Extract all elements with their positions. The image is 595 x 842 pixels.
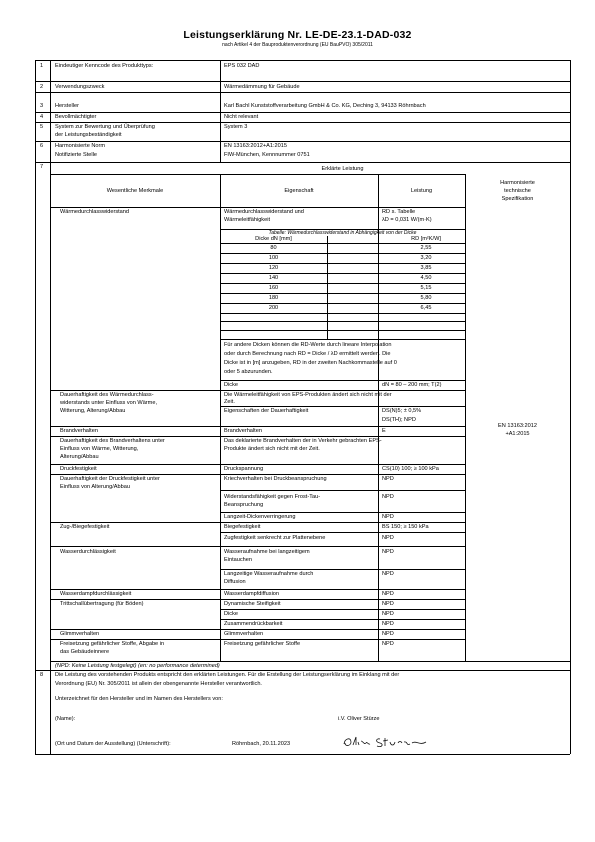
- leistung: NPD: [382, 631, 394, 637]
- perf-line: [220, 532, 465, 533]
- eigenschaft: Dicke: [224, 611, 238, 617]
- merkmal: Einfluss von Wärme, Witterung,: [60, 446, 139, 452]
- table-header: RD [m²K/W]: [411, 236, 441, 242]
- row-line: [35, 141, 570, 142]
- eigenschaft: Eigenschaften der Dauerhaftigkeit: [224, 408, 309, 414]
- frame-bottom: [35, 754, 570, 755]
- merkmal: Trittschallübertragung (für Böden): [60, 601, 144, 607]
- document-title: Leistungserklärung Nr. LE-DE-23.1-DAD-032: [183, 29, 412, 41]
- merkmal: widerstands unter Einfluss von Wärme,: [60, 400, 157, 406]
- perf-line: [50, 436, 465, 437]
- column-header: Harmonisierte: [500, 180, 535, 186]
- row-label: der Leistungsbeständigkeit: [55, 131, 122, 138]
- row-number: 2: [40, 84, 44, 90]
- eigenschaft: Wärmeleitfähigkeit: [224, 217, 271, 223]
- perf-line: [50, 546, 465, 547]
- perf-line: [50, 589, 465, 590]
- perf-line: [50, 522, 465, 523]
- rd-line: [220, 330, 465, 331]
- merkmal: Alterung/Abbau: [60, 454, 99, 460]
- row-line: [35, 92, 570, 93]
- dicke-cell: 120: [268, 265, 279, 271]
- rd-cell: 4,50: [420, 275, 432, 281]
- rd-line: [220, 273, 465, 274]
- rd-line: [220, 303, 465, 304]
- place-date-label: (Ort und Datum der Ausstellung) (Unterschrift):: [55, 741, 171, 747]
- row-label: Notifizierte Stelle: [55, 152, 97, 158]
- leistung: CS(10) 100; ≥ 100 kPa: [382, 466, 439, 472]
- rd-cell: 5,80: [420, 295, 432, 301]
- rd-cell: 3,20: [420, 255, 432, 261]
- leistung: RD s. Tabelle: [382, 209, 416, 215]
- leistung: BS 150; ≥ 150 kPa: [382, 524, 429, 530]
- merkmal: Brandverhalten: [60, 428, 98, 434]
- eigenschaft: Das deklarierte Brandverhalten der in Verkehr gebrachten EPS-: [224, 438, 382, 444]
- row-label: Bevollmächtigter: [55, 113, 97, 120]
- leistung: NPD: [382, 549, 394, 555]
- value-col-divider: [220, 60, 221, 162]
- dicke-cell: 200: [268, 305, 279, 311]
- eigenschaft: Kriechverhalten bei Druckbeanspruchung: [224, 476, 327, 482]
- name-label: (Name):: [55, 716, 76, 722]
- row-number: 7: [40, 164, 44, 170]
- perf-line: [50, 639, 465, 640]
- place-date-value: Röhrnbach, 20.11.2023: [232, 741, 291, 747]
- rd-cell: 5,15: [420, 285, 432, 291]
- leistung: NPD: [382, 494, 394, 500]
- row-line: [35, 81, 570, 82]
- section-heading: Erklärte Leistung: [321, 166, 364, 172]
- column-header: Wesentliche Merkmale: [106, 188, 164, 194]
- merkmal: Wärmedurchlasswiderstand: [60, 209, 130, 215]
- leistung: E: [382, 428, 386, 434]
- eigenschaft: Wärmedurchlasswiderstand und: [224, 209, 304, 215]
- declaration-text: Die Leistung des vorstehenden Produkts entspricht den erklärten Leistungen. Für die Erstellung der Leistungserklärung im Einklang mit der: [55, 672, 400, 678]
- row-value: EN 13163:2012+A1:2015: [224, 143, 287, 149]
- rd-line: [220, 339, 465, 340]
- eigenschaft: Beanspruchung: [224, 502, 264, 508]
- npd-note: (NPD: Keine Leistung festgelegt) (en: no performance determined): [55, 662, 220, 669]
- column-header: technische: [504, 188, 531, 194]
- table-caption: Tabelle: Wärmedurchlasswiderstand in Abhängigkeit von der Dicke: [268, 229, 417, 236]
- merkmal: das Gebäudeinnere: [60, 649, 110, 655]
- rd-cell: 3,85: [420, 265, 432, 271]
- row-line: [35, 162, 570, 163]
- frame-right: [570, 60, 571, 754]
- document-subtitle: nach Artikel 4 der Bauproduktenverordnung (EU BauPVO) 305/2011: [222, 42, 373, 48]
- eigenschaft: Glimmverhalten: [224, 631, 264, 637]
- rd-line: [220, 293, 465, 294]
- dicke-cell: 100: [268, 255, 279, 261]
- row-value: Wärmedämmung für Gebäude: [224, 84, 300, 90]
- row-number: 8: [40, 672, 44, 678]
- eigenschaft: Diffusion: [224, 579, 246, 585]
- note-text: Dicke ist in [m] anzugeben, RD in der zweiten Nachkommastelle auf 0: [224, 360, 397, 366]
- merkmal: Wasserdurchlässigkeit: [60, 549, 116, 555]
- row-number: 3: [40, 103, 44, 109]
- merkmal: Dauerhaftigkeit des Wärmedurchlass-: [60, 392, 154, 398]
- merkmal: Dauerhaftigkeit des Brandverhaltens unter: [60, 438, 165, 444]
- row-value: EPS 032 DAD: [224, 63, 260, 69]
- merkmal: Druckfestigkeit: [60, 466, 97, 472]
- dicke-cell: 140: [268, 275, 279, 281]
- eigenschaft: Wasserdampfdiffusion: [224, 591, 280, 597]
- eigenschaft: Dynamische Steifigkeit: [224, 601, 281, 607]
- merkmal: Freisetzung gefährlicher Stoffe, Abgabe in: [60, 641, 165, 647]
- rd-line: [220, 313, 465, 314]
- perf-line: [220, 619, 465, 620]
- rd-line: [220, 283, 465, 284]
- spezifikation: EN 13163:2012: [498, 423, 537, 429]
- row-number: 4: [40, 113, 44, 120]
- row-line: [35, 112, 570, 113]
- leistung: NPD: [382, 611, 394, 617]
- row-label: Hersteller: [55, 103, 79, 109]
- leistung: NPD: [382, 571, 394, 577]
- perf-line: [50, 599, 465, 600]
- row-value: Nicht relevant: [224, 113, 259, 120]
- row-label: System zur Bewertung und Überprüfung: [55, 123, 155, 130]
- row-label: Harmonisierte Norm: [55, 143, 106, 149]
- leistung: NPD: [382, 601, 394, 607]
- row-number: 1: [40, 63, 44, 69]
- perf-line: [220, 490, 465, 491]
- signed-for-text: Unterzeichnet für den Hersteller und im Namen des Herstellers von:: [55, 696, 223, 702]
- row-value: FIW-München, Kennnummer 0751: [224, 152, 310, 158]
- eigenschaft: Widerstandsfähigkeit gegen Frost-Tau-: [224, 494, 321, 500]
- eigenschaft: Produkte ändert sich nicht mit der Zeit.: [224, 446, 320, 452]
- column-header: Spezifikation: [501, 196, 534, 202]
- perf-line: [50, 629, 465, 630]
- declaration-text: Verordnung (EU) Nr. 305/2011 ist allein der obengenannte Hersteller verantwortlich.: [55, 681, 262, 687]
- merkmal: Wasserdampfdurchlässigkeit: [60, 591, 132, 597]
- leistung: NPD: [382, 641, 394, 647]
- rd-cell: 2,55: [420, 245, 432, 251]
- note-text: oder durch Berechnung nach RD = Dicke / λD ermittelt werden. Die: [224, 351, 391, 357]
- note-text: oder 5 abzurunden.: [224, 369, 273, 375]
- eigenschaft: Dicke: [224, 381, 238, 388]
- rd-line: [220, 243, 465, 244]
- leistung: DS(TH); NPD: [382, 417, 416, 423]
- eigenschaft: Biegefestigkeit: [224, 524, 261, 530]
- perf-line: [50, 207, 465, 208]
- leistung: NPD: [382, 535, 394, 541]
- leistung: dN = 80 – 200 mm; T(2): [382, 381, 442, 388]
- column-header: Eigenschaft: [284, 188, 314, 194]
- num-col-divider: [50, 60, 51, 754]
- perf-line: [220, 569, 465, 570]
- leistung: NPD: [382, 591, 394, 597]
- eigenschaft: Langzeit-Dickenverringerung: [224, 514, 296, 520]
- signature-image: [342, 733, 432, 751]
- row-value: Karl Bachl Kunststoffverarbeitung GmbH & Co. KG, Deching 3, 94133 Röhrnbach: [224, 103, 426, 109]
- rd-line: [220, 321, 465, 322]
- note-text: Für andere Dicken können die RD-Werte durch lineare Interpolation: [224, 342, 392, 348]
- eigenschaft: Zeit.: [224, 398, 235, 405]
- row-label: Eindeutiger Kenncode des Produkttyps:: [55, 63, 154, 69]
- eigenschaft: Brandverhalten: [224, 428, 262, 434]
- merkmal: Zug-/Biegefestigkeit: [60, 524, 110, 530]
- row-line: [35, 670, 570, 671]
- rd-line: [220, 253, 465, 254]
- dicke-cell: 180: [268, 295, 279, 301]
- perf-line: [220, 406, 465, 407]
- frame-left: [35, 60, 36, 754]
- eigenschaft: Die Wärmeleitfähigkeit von EPS-Produkten ändert sich nicht mit der: [224, 391, 392, 398]
- table-header: Dicke dN [mm]: [255, 236, 292, 242]
- eigenschaft: Freisetzung gefährlicher Stoffe: [224, 641, 301, 647]
- perf-line: [220, 609, 465, 610]
- eigenschaft: Eintauchen: [224, 557, 252, 563]
- row-number: 5: [40, 123, 44, 130]
- eigenschaft: Wasseraufnahme bei langzeitigem: [224, 549, 310, 555]
- leistung: DS(N)5; ± 0,5%: [382, 408, 422, 414]
- spezifikation: +A1:2015: [505, 431, 530, 437]
- leistung: NPD: [382, 621, 394, 627]
- leistung: NPD: [382, 476, 394, 482]
- dicke-cell: 160: [268, 285, 279, 291]
- rd-line: [220, 263, 465, 264]
- leistung: NPD: [382, 514, 394, 520]
- eigenschaft: Druckspannung: [224, 466, 264, 472]
- eigenschaft: Zugfestigkeit senkrecht zur Plattenebene: [224, 535, 326, 541]
- merkmal: Glimmverhalten: [60, 631, 100, 637]
- eigenschaft: Zusammendrückbarkeit: [224, 621, 283, 627]
- name-value: i.V. Oliver Stürze: [338, 716, 380, 722]
- perf-line: [220, 512, 465, 513]
- dicke-cell: 80: [270, 245, 277, 251]
- leistung: λD = 0,031 W/(m·K): [382, 217, 432, 223]
- merkmal: Dauerhaftigkeit der Druckfestigkeit unter: [60, 476, 160, 482]
- merkmal: Witterung, Alterung/Abbau: [60, 408, 126, 414]
- frame-top: [35, 60, 570, 61]
- row-number: 6: [40, 143, 44, 149]
- perf-line: [50, 426, 465, 427]
- merkmal: Einfluss von Alterung/Abbau: [60, 484, 130, 490]
- perf-line: [50, 464, 465, 465]
- row-value: System 3: [224, 123, 248, 130]
- perf-line: [50, 474, 465, 475]
- eigenschaft: Langzeitige Wasseraufnahme durch: [224, 571, 314, 577]
- row-label: Verwendungszweck: [55, 84, 105, 90]
- rd-cell: 6,45: [420, 305, 432, 311]
- column-header: Leistung: [410, 188, 433, 194]
- perf-line: [50, 174, 465, 175]
